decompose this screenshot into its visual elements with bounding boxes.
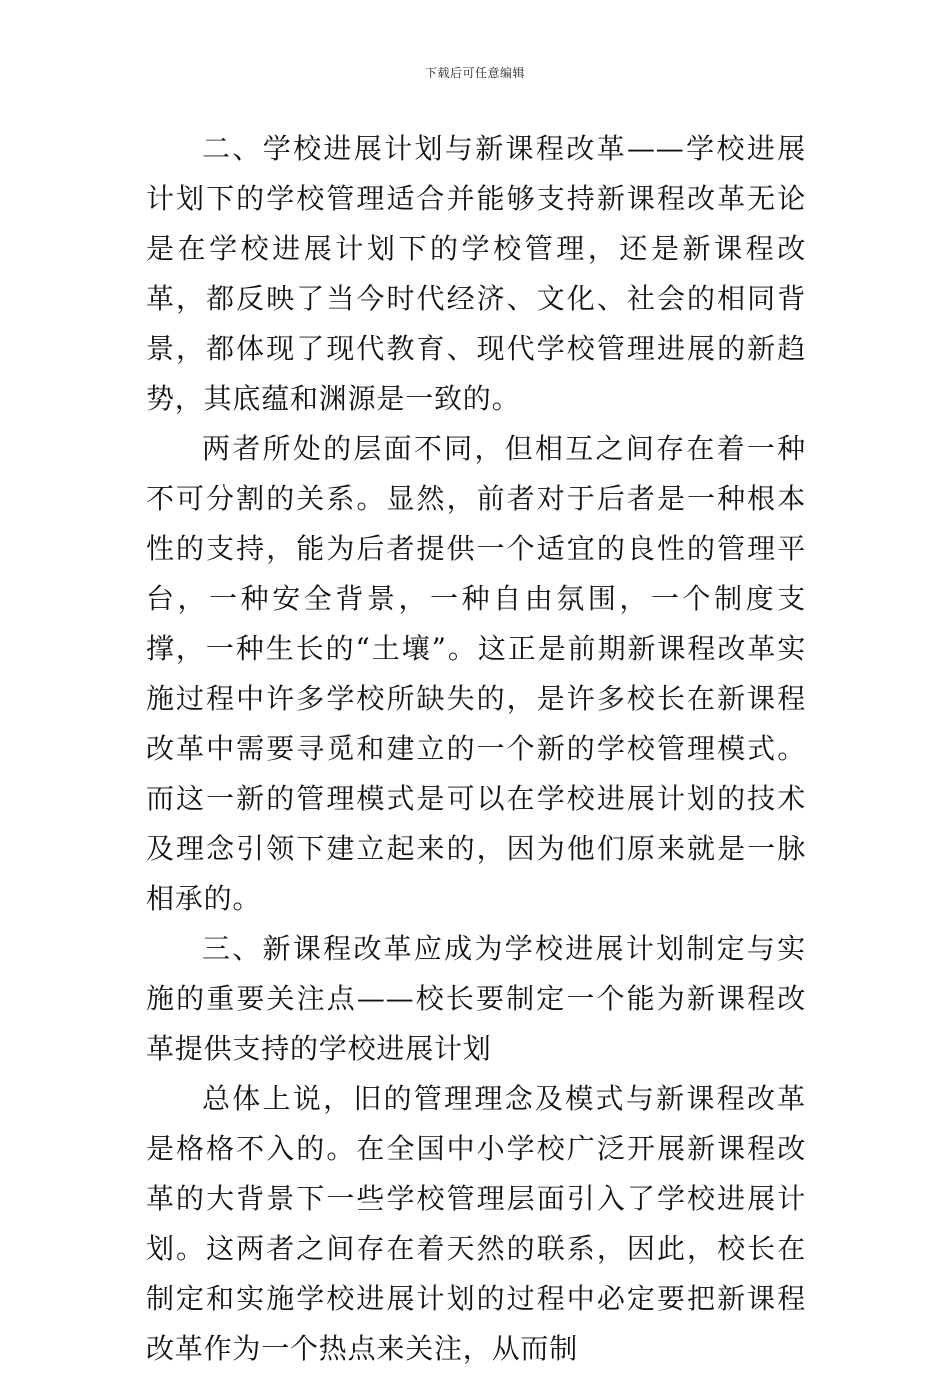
paragraph: 三、新课程改革应成为学校进展计划制定与实施的重要关注点——校长要制定一个能为新课程改革提供支持的学校进展计划 bbox=[146, 932, 806, 1065]
document-body bbox=[146, 124, 806, 1374]
paragraph: 总体上说，旧的管理理念及模式与新课程改革是格格不入的。在全国中小学校广泛开展新课程改革的大背景下一些学校管理层面引入了学校进展计划。这两者之间存在着天然的联系，因此，校长在制定和实施学校进展计划的过程中必定要把新课程改革作为一个热点来关注，从而制 bbox=[146, 1082, 806, 1365]
paragraph: 两者所处的层面不同，但相互之间存在着一种不可分割的关系。显然，前者对于后者是一种根本性的支持，能为后者提供一个适宜的良性的管理平台，一种安全背景，一种自由氛围，一个制度支撑，一种生长的“土壤”。这正是前期新课程改革实施过程中许多学校所缺失的，是许多校长在新课程改革中需要寻觅和建立的一个新的学校管理模式。而这一新的管理模式是可以在学校进展计划的技术及理念引领下建立起来的，因为他们原来就是一脉相承的。 bbox=[146, 432, 806, 915]
page-header-note: 下载后可任意编辑 bbox=[424, 66, 525, 80]
paragraph: 二、学校进展计划与新课程改革——学校进展计划下的学校管理适合并能够支持新课程改革无论是在学校进展计划下的学校管理，还是新课程改革，都反映了当今时代经济、文化、社会的相同背景，都体现了现代教育、现代学校管理进展的新趋势，其底蕴和渊源是一致的。 bbox=[146, 132, 806, 415]
